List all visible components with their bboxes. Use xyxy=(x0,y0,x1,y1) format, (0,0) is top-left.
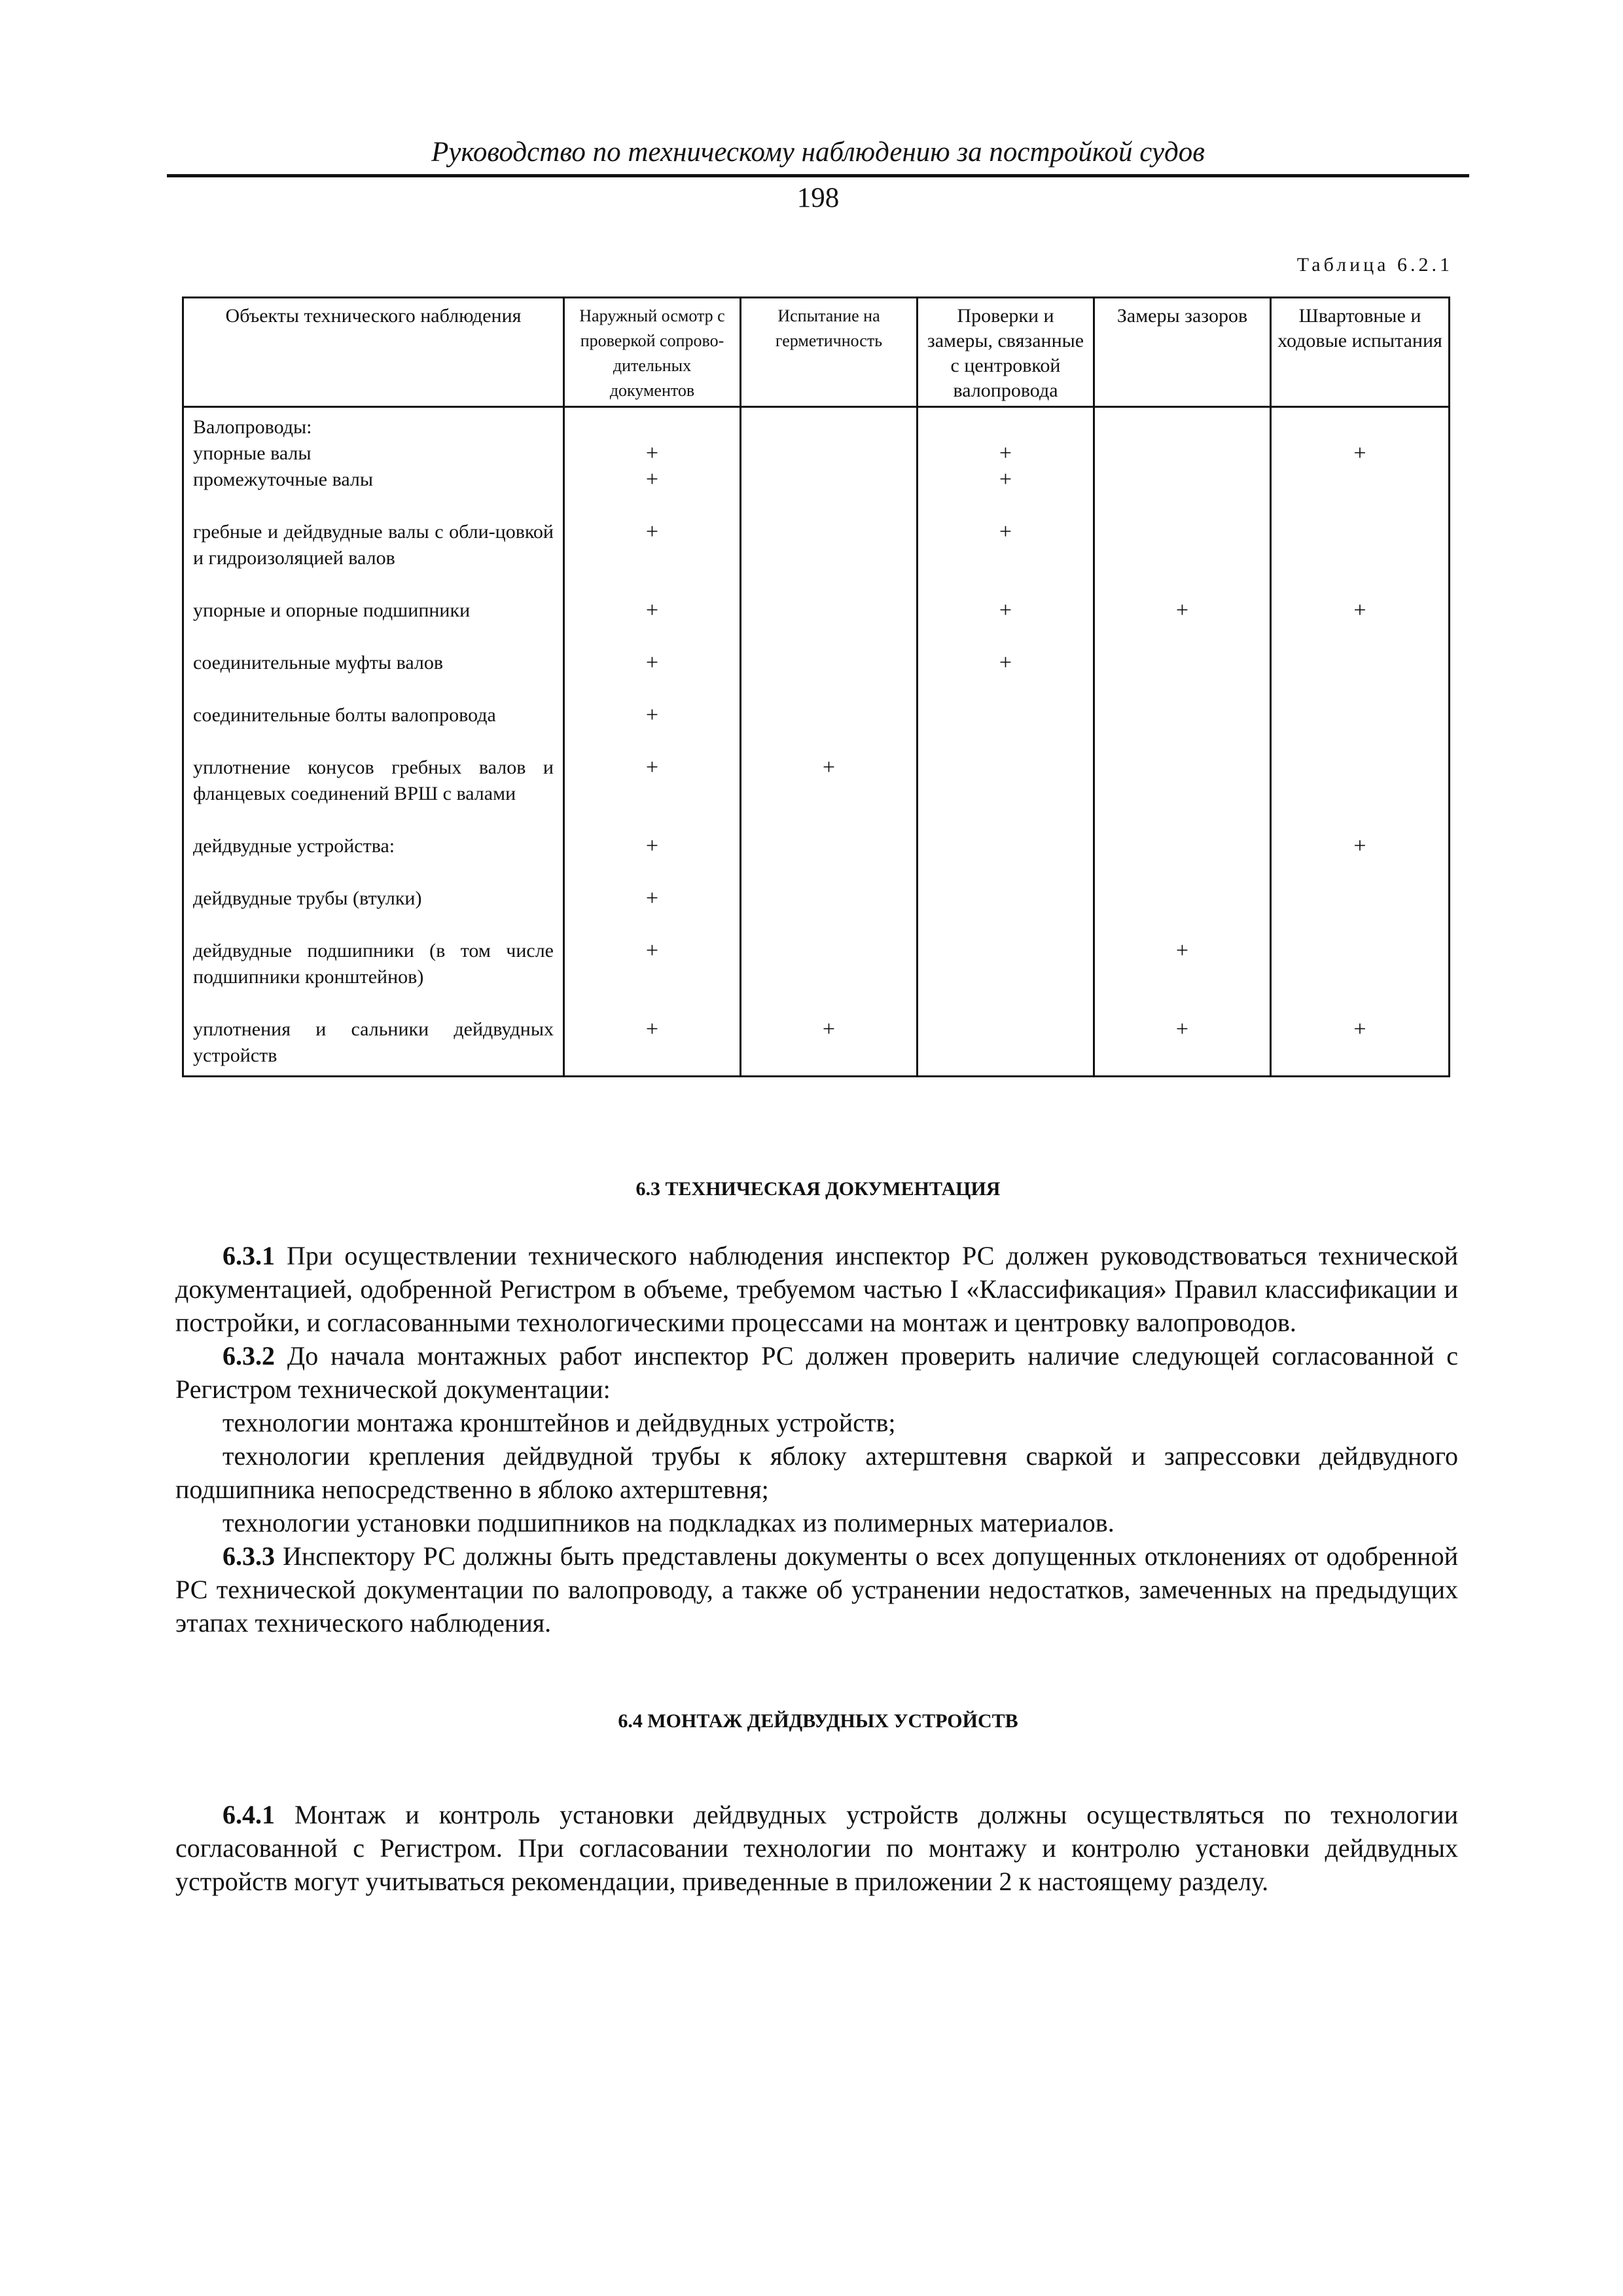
spacer-cell xyxy=(741,728,918,755)
spacer-cell xyxy=(183,676,564,702)
spacer-cell xyxy=(918,912,1094,938)
mark-cell xyxy=(1094,650,1271,676)
mark-cell: + xyxy=(741,755,918,807)
mark-cell: + xyxy=(918,598,1094,624)
col-header-tightness-test: Испытание на герметичность xyxy=(741,298,918,407)
mark-cell: + xyxy=(1094,1016,1271,1069)
mark-cell xyxy=(918,938,1094,990)
spacer-cell xyxy=(1271,728,1450,755)
mark-cell: + xyxy=(918,440,1094,467)
object-cell: упорные валы xyxy=(183,440,564,467)
table-row xyxy=(183,414,1450,440)
inspection-table xyxy=(182,296,1450,1077)
mark-cell xyxy=(1271,886,1450,912)
spacer-cell xyxy=(1094,676,1271,702)
mark-cell: + xyxy=(564,938,741,990)
mark-cell xyxy=(1271,650,1450,676)
spacer-cell xyxy=(564,990,741,1016)
spacer-cell xyxy=(918,571,1094,598)
spacer-cell xyxy=(183,912,564,938)
mark-cell xyxy=(741,414,918,440)
spacer-cell xyxy=(564,912,741,938)
spacer-cell xyxy=(918,624,1094,650)
spacer-cell xyxy=(183,728,564,755)
section-6-4-body xyxy=(175,1798,1458,1898)
mark-cell xyxy=(741,598,918,624)
paragraph-number: 6.3.1 xyxy=(223,1241,275,1270)
spacer-cell xyxy=(1271,624,1450,650)
spacer-cell xyxy=(741,624,918,650)
col-header-clearance-measurements: Замеры зазоров xyxy=(1094,298,1271,407)
mark-cell xyxy=(1271,414,1450,440)
table-row xyxy=(183,833,1450,859)
paragraph-number: 6.4.1 xyxy=(223,1800,275,1829)
spacer-cell xyxy=(1094,493,1271,519)
mark-cell xyxy=(741,833,918,859)
mark-cell xyxy=(1271,938,1450,990)
object-cell: промежуточные валы xyxy=(183,467,564,493)
spacer-cell xyxy=(564,1069,741,1077)
paragraph-text: При осуществлении технического наблюдения инспектор РС должен руководствоваться технической документацией, одобренной Регистром в объеме, требуемом частью I «Классификация» Правил классификации и постройки, и согласованными технологическими процессами на монтаж и центровку валопроводов. xyxy=(175,1241,1458,1337)
mark-cell xyxy=(1271,519,1450,571)
mark-cell: + xyxy=(1094,938,1271,990)
mark-cell: + xyxy=(564,519,741,571)
running-title: Руководство по техническому наблюдению за постройкой судов xyxy=(431,137,1205,168)
spacer-cell xyxy=(564,728,741,755)
col-header-objects: Объекты технического наблюдения xyxy=(183,298,564,407)
object-cell: уплотнение конусов гребных валов и фланцевых соединений ВРШ с валами xyxy=(183,755,564,807)
paragraph-6-3-3 xyxy=(175,1539,1458,1640)
mark-cell: + xyxy=(918,650,1094,676)
mark-cell xyxy=(918,755,1094,807)
spacer-cell xyxy=(1271,1069,1450,1077)
object-cell: дейдвудные трубы (втулки) xyxy=(183,886,564,912)
table-header-row xyxy=(183,298,1450,407)
mark-cell xyxy=(918,833,1094,859)
spacer-cell xyxy=(1271,807,1450,833)
spacer-cell xyxy=(741,807,918,833)
spacer-cell xyxy=(741,912,918,938)
mark-cell xyxy=(918,414,1094,440)
spacer-cell xyxy=(564,859,741,886)
mark-cell xyxy=(741,886,918,912)
table-spacer-row xyxy=(183,676,1450,702)
paragraph-6-3-1 xyxy=(175,1239,1458,1339)
spacer-cell xyxy=(1094,571,1271,598)
mark-cell xyxy=(741,440,918,467)
mark-cell xyxy=(918,1016,1094,1069)
table-row xyxy=(183,702,1450,728)
spacer-cell xyxy=(1094,624,1271,650)
spacer-cell xyxy=(183,807,564,833)
spacer-cell xyxy=(1271,912,1450,938)
spacer-cell xyxy=(741,859,918,886)
mark-cell: + xyxy=(741,1016,918,1069)
mark-cell xyxy=(1094,519,1271,571)
spacer-cell xyxy=(918,1069,1094,1077)
spacer-cell xyxy=(741,407,918,415)
spacer-cell xyxy=(1271,407,1450,415)
mark-cell: + xyxy=(564,833,741,859)
table-caption: Таблица 6.2.1 xyxy=(1296,254,1453,276)
spacer-cell xyxy=(1094,990,1271,1016)
object-cell: уплотнения и сальники дейдвудных устройств xyxy=(183,1016,564,1069)
mark-cell xyxy=(918,886,1094,912)
mark-cell xyxy=(741,702,918,728)
spacer-cell xyxy=(918,407,1094,415)
mark-cell: + xyxy=(564,467,741,493)
table-row xyxy=(183,598,1450,624)
spacer-cell xyxy=(1094,859,1271,886)
object-cell: упорные и опорные подшипники xyxy=(183,598,564,624)
spacer-cell xyxy=(918,859,1094,886)
mark-cell xyxy=(918,702,1094,728)
mark-cell: + xyxy=(564,702,741,728)
mark-cell: + xyxy=(1094,598,1271,624)
spacer-cell xyxy=(564,624,741,650)
table-row xyxy=(183,1016,1450,1069)
list-item: технологии монтажа кронштейнов и дейдвудных устройств; xyxy=(223,1408,896,1437)
spacer-cell xyxy=(1271,571,1450,598)
spacer-cell xyxy=(183,493,564,519)
section-6-4-title: 6.4 МОНТАЖ ДЕЙДВУДНЫХ УСТРОЙСТВ xyxy=(618,1710,1018,1732)
paragraph-6-4-1 xyxy=(175,1798,1458,1898)
mark-cell: + xyxy=(918,519,1094,571)
mark-cell xyxy=(564,414,741,440)
spacer-cell xyxy=(1094,912,1271,938)
list-item: технологии установки подшипников на подкладках из полимерных материалов. xyxy=(223,1508,1115,1537)
spacer-cell xyxy=(741,1069,918,1077)
mark-cell xyxy=(1271,755,1450,807)
spacer-cell xyxy=(1094,407,1271,415)
spacer-cell xyxy=(741,990,918,1016)
spacer-cell xyxy=(183,990,564,1016)
spacer-cell xyxy=(564,676,741,702)
table-row xyxy=(183,755,1450,807)
spacer-cell xyxy=(918,807,1094,833)
spacer-cell xyxy=(183,1069,564,1077)
table-row xyxy=(183,440,1450,467)
spacer-cell xyxy=(918,676,1094,702)
mark-cell xyxy=(741,650,918,676)
spacer-cell xyxy=(1271,990,1450,1016)
spacer-cell xyxy=(1094,807,1271,833)
table-spacer-row xyxy=(183,859,1450,886)
spacer-cell xyxy=(741,571,918,598)
spacer-cell xyxy=(1271,493,1450,519)
section-6-3-body xyxy=(175,1239,1458,1640)
spacer-cell xyxy=(1094,728,1271,755)
table-row xyxy=(183,519,1450,571)
mark-cell: + xyxy=(564,755,741,807)
mark-cell: + xyxy=(918,467,1094,493)
table-body xyxy=(183,407,1450,1077)
spacer-cell xyxy=(564,493,741,519)
page-number: 198 xyxy=(796,183,840,213)
mark-cell: + xyxy=(1271,833,1450,859)
mark-cell xyxy=(1271,467,1450,493)
mark-cell: + xyxy=(1271,598,1450,624)
paragraph-number: 6.3.2 xyxy=(223,1341,275,1371)
col-header-visual-inspection: Наружный осмотр с проверкой сопрово-дительных документов xyxy=(564,298,741,407)
table-spacer-row xyxy=(183,807,1450,833)
spacer-cell xyxy=(741,676,918,702)
col-header-alignment-checks: Проверки и замеры, связанные с центровкой валопровода xyxy=(918,298,1094,407)
header-rule xyxy=(167,174,1469,177)
spacer-cell xyxy=(741,493,918,519)
table-spacer-row xyxy=(183,493,1450,519)
object-cell: Валопроводы: xyxy=(183,414,564,440)
spacer-cell xyxy=(918,990,1094,1016)
table-row xyxy=(183,650,1450,676)
spacer-cell xyxy=(918,493,1094,519)
mark-cell xyxy=(1094,440,1271,467)
mark-cell xyxy=(1271,702,1450,728)
object-cell: дейдвудные устройства: xyxy=(183,833,564,859)
table-spacer-row xyxy=(183,1069,1450,1077)
spacer-cell xyxy=(1271,676,1450,702)
mark-cell: + xyxy=(564,886,741,912)
list-item: технологии крепления дейдвудной трубы к яблоку ахтерштевня сваркой и запрессовки дейдвудного подшипника непосредственно в яблоко ахтерштевня; xyxy=(175,1441,1458,1504)
table-spacer-row xyxy=(183,571,1450,598)
paragraph-text: Монтаж и контроль установки дейдвудных устройств должны осуществляться по технологии согласованной с Регистром. При согласовании технологии по монтажу и контролю установки дейдвудных устройств могут учитываться рекомендации, приведенные в приложении 2 к настоящему разделу. xyxy=(175,1800,1458,1896)
mark-cell: + xyxy=(564,1016,741,1069)
mark-cell: + xyxy=(564,598,741,624)
spacer-cell xyxy=(183,407,564,415)
col-header-trials: Швартовные и ходовые испытания xyxy=(1271,298,1450,407)
table-spacer-row xyxy=(183,407,1450,415)
paragraph-number: 6.3.3 xyxy=(223,1541,275,1571)
mark-cell xyxy=(741,938,918,990)
table-spacer-row xyxy=(183,728,1450,755)
paragraph-6-3-2 xyxy=(175,1339,1458,1406)
mark-cell xyxy=(1094,702,1271,728)
spacer-cell xyxy=(183,624,564,650)
mark-cell: + xyxy=(564,650,741,676)
table-spacer-row xyxy=(183,912,1450,938)
spacer-cell xyxy=(1271,859,1450,886)
mark-cell xyxy=(1094,886,1271,912)
table-row xyxy=(183,467,1450,493)
table-row xyxy=(183,938,1450,990)
object-cell: дейдвудные подшипники (в том числе подшипники кронштейнов) xyxy=(183,938,564,990)
table-spacer-row xyxy=(183,624,1450,650)
spacer-cell xyxy=(183,859,564,886)
table-spacer-row xyxy=(183,990,1450,1016)
paragraph-text: Инспектору РС должны быть представлены документы о всех допущенных отклонениях от одобренной РС технической документации по валопроводу, а также об устранении недостатков, замеченных на предыдущих этапах технического наблюдения. xyxy=(175,1541,1458,1638)
mark-cell: + xyxy=(1271,440,1450,467)
table-row xyxy=(183,886,1450,912)
spacer-cell xyxy=(1094,1069,1271,1077)
spacer-cell xyxy=(564,407,741,415)
spacer-cell xyxy=(918,728,1094,755)
mark-cell xyxy=(1094,467,1271,493)
paragraph-text: До начала монтажных работ инспектор РС должен проверить наличие следующей согласованной с Регистром технической документации: xyxy=(175,1341,1458,1404)
mark-cell xyxy=(1094,833,1271,859)
spacer-cell xyxy=(564,571,741,598)
object-cell: соединительные муфты валов xyxy=(183,650,564,676)
mark-cell: + xyxy=(1271,1016,1450,1069)
mark-cell xyxy=(741,467,918,493)
spacer-cell xyxy=(564,807,741,833)
mark-cell: + xyxy=(564,440,741,467)
section-6-3-title: 6.3 ТЕХНИЧЕСКАЯ ДОКУМЕНТАЦИЯ xyxy=(635,1178,1001,1200)
mark-cell xyxy=(1094,755,1271,807)
object-cell: соединительные болты валопровода xyxy=(183,702,564,728)
spacer-cell xyxy=(183,571,564,598)
mark-cell xyxy=(1094,414,1271,440)
object-cell: гребные и дейдвудные валы с обли-цовкой и гидроизоляцией валов xyxy=(183,519,564,571)
mark-cell xyxy=(741,519,918,571)
